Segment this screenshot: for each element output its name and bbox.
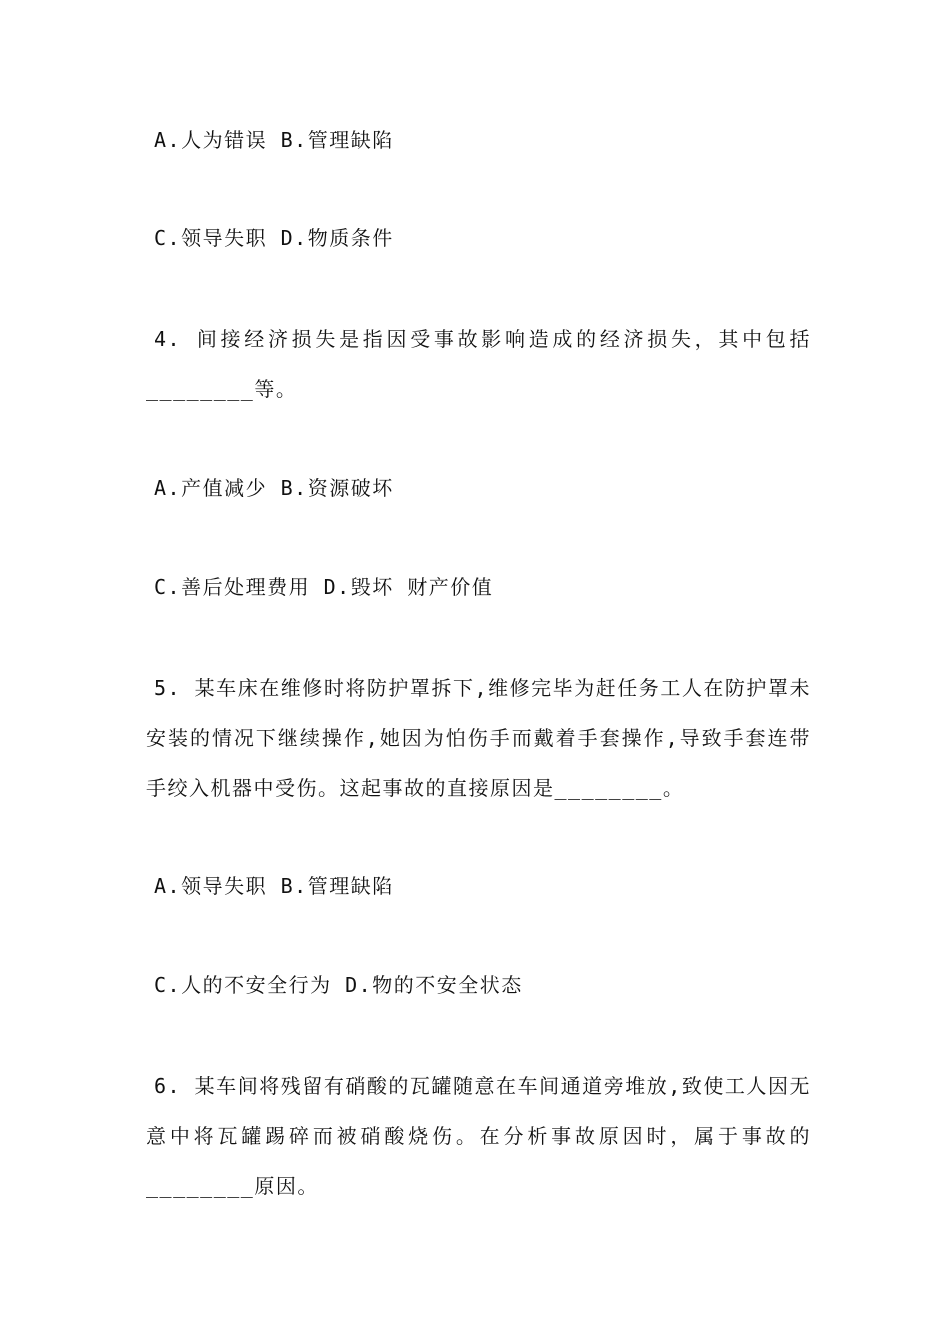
q5-options-line2: C.人的不安全行为 D.物的不安全状态: [154, 973, 523, 997]
q4-options-line2: C.善后处理费用 D.毁坏 财产价值: [154, 575, 494, 599]
q4-question: 4. 间接经济损失是指因受事故影响造成的经济损失，其中包括________等。: [146, 327, 811, 401]
q3-options-line1: A.人为错误 B.管理缺陷: [154, 128, 394, 152]
q6-question: 6. 某车间将残留有硝酸的瓦罐随意在车间通道旁堆放,致使工人因无意中将瓦罐踢碎而被硝酸烧伤。在分析事故原因时，属于事故的________原因。: [146, 1074, 811, 1198]
q5-options-line1: A.领导失职 B.管理缺陷: [154, 874, 394, 898]
q3-options-line2: C.领导失职 D.物质条件: [154, 226, 394, 250]
q5-question: 5. 某车床在维修时将防护罩拆下,维修完毕为赶任务工人在防护罩未安装的情况下继续操作,她因为怕伤手而戴着手套操作,导致手套连带手绞入机器中受伤。这起事故的直接原因是________。: [146, 676, 811, 800]
q4-options-line1: A.产值减少 B.资源破坏: [154, 476, 394, 500]
